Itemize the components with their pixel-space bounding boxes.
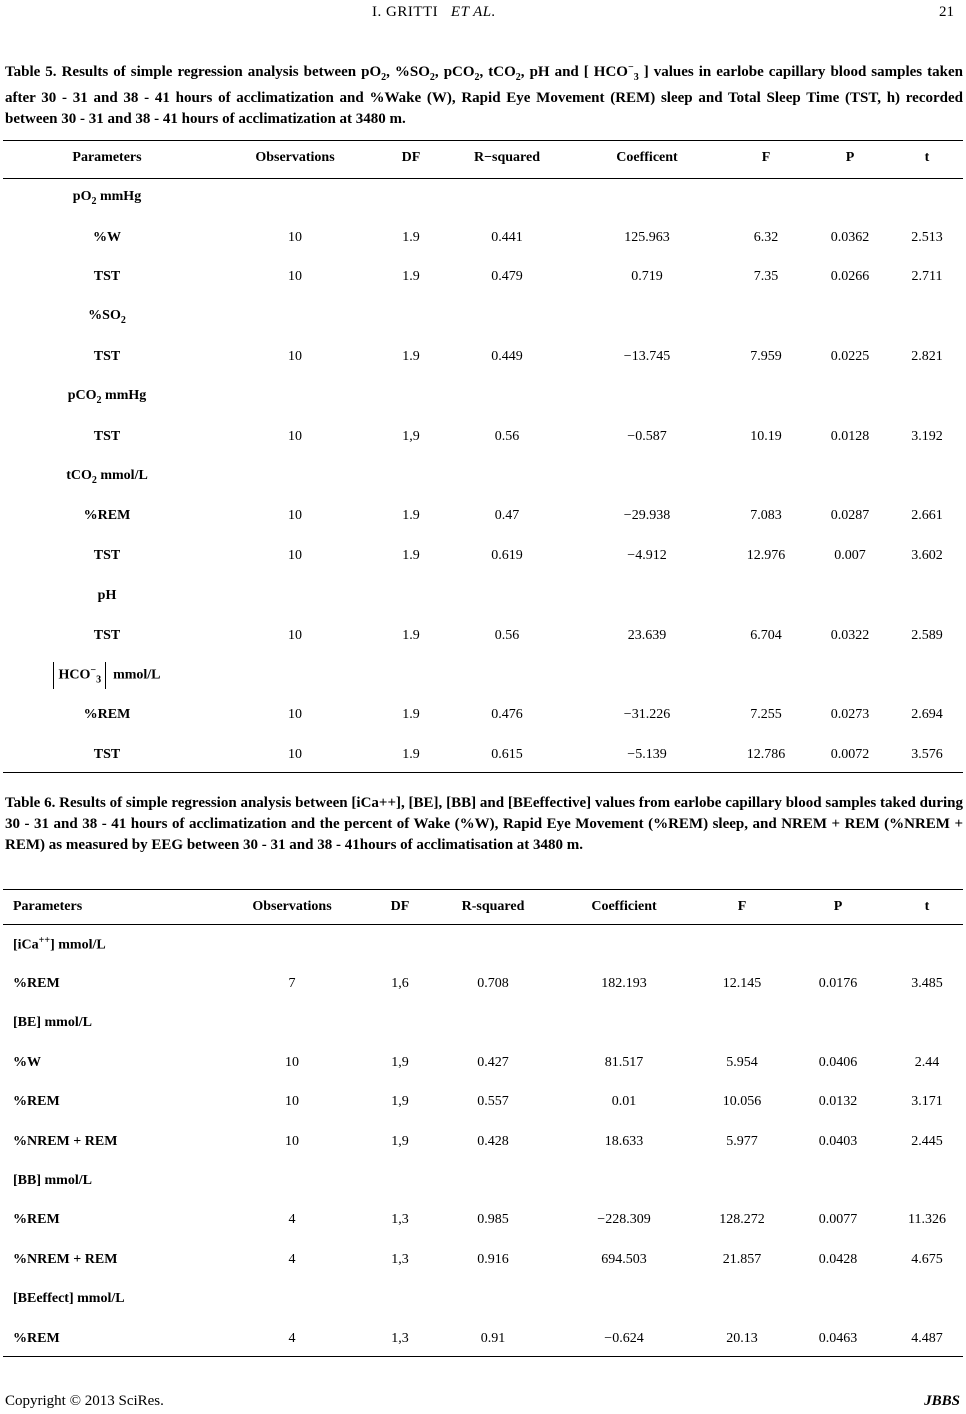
- col-header: P: [833, 899, 843, 914]
- table-cell: 6.32: [753, 229, 779, 245]
- table6-header-row: [3, 889, 963, 925]
- table-cell: 0.427: [477, 1054, 509, 1070]
- table-row: [3, 735, 963, 775]
- table-cell: −5.139: [627, 747, 667, 763]
- table-cell: −228.309: [597, 1212, 651, 1228]
- table-row: [3, 1083, 963, 1122]
- group-row-ica: [3, 925, 963, 964]
- table-cell: 12.976: [746, 548, 786, 564]
- table-cell: 3.602: [911, 548, 943, 564]
- table-cell: 4: [288, 1251, 296, 1267]
- table-cell: 694.503: [601, 1251, 647, 1267]
- copyright-text: Copyright © 2013 SciRes.: [5, 1393, 164, 1409]
- group-label: $HCO^-_3$ mmol/L: [3, 656, 211, 696]
- table-cell: 0.619: [491, 548, 523, 564]
- table-cell: 18.633: [604, 1133, 644, 1149]
- table-cell: 1,6: [391, 976, 409, 992]
- table-cell: 0.0463: [818, 1330, 858, 1346]
- group-label: pCO$_2$ mmHg: [67, 387, 147, 406]
- table-cell: 0.01: [611, 1094, 637, 1110]
- col-header: Coefficent: [616, 150, 678, 165]
- table-row: [3, 258, 963, 298]
- table-cell: 0.708: [477, 976, 509, 992]
- table-cell: 0.0273: [830, 707, 870, 723]
- table-cell: 0.0176: [818, 976, 858, 992]
- table-cell: 0.007: [834, 548, 866, 564]
- table-row: [3, 496, 963, 536]
- table-cell: 0.0406: [818, 1054, 858, 1070]
- table-cell: 0.0132: [818, 1094, 858, 1110]
- table-cell: 2.445: [911, 1133, 943, 1149]
- table-cell: 0.985: [477, 1212, 509, 1228]
- table-cell: 0.56: [494, 627, 520, 643]
- hco3-bracket: $HCO^-_3$: [53, 662, 106, 689]
- running-head: [0, 4, 966, 24]
- row-parameter: %NREM + REM: [13, 1133, 118, 1149]
- group-label: tCO$_2$ mmol/L: [66, 467, 148, 486]
- table-cell: 10: [288, 428, 302, 444]
- journal-name: JBBS: [924, 1393, 960, 1409]
- table-cell: 0.0403: [818, 1133, 858, 1149]
- table-cell: 4: [288, 1330, 296, 1346]
- table-cell: 128.272: [719, 1212, 765, 1228]
- row-parameter: TST: [93, 349, 121, 365]
- table-cell: 2.821: [911, 349, 943, 365]
- table-cell: 0.441: [491, 229, 523, 245]
- table-cell: 10: [288, 707, 302, 723]
- table-cell: 1.9: [402, 627, 420, 643]
- table-cell: 0.56: [494, 428, 520, 444]
- table5-caption: Table 5. Results of simple regression analysis between $pO_2$, $\%SO_2$, pCO$_2$, tCO$_2$, pH and [ $HCO^-_3$ ] values in earlobe capillary blood samples taken after 30 - 31 and 38 - 41 hours of acclimatization and %Wake (W), Rapid Eye Movement (REM) sleep and Total Sleep Time (TST, h) recorded between 30 - 31 and 38 - 41 hours of acclimatization at 3480 m.: [5, 62, 964, 127]
- col-header: F: [737, 899, 747, 914]
- table-cell: 6.704: [750, 627, 782, 643]
- table-cell: 12.145: [722, 976, 762, 992]
- table-cell: 10: [285, 1133, 299, 1149]
- table-cell: 4: [288, 1212, 296, 1228]
- group-label: [BB] mmol/L: [13, 1173, 92, 1189]
- table-cell: 0.449: [491, 349, 523, 365]
- row-parameter: %REM: [83, 508, 131, 524]
- table-cell: 10: [288, 508, 302, 524]
- table-cell: 0.0428: [818, 1251, 858, 1267]
- col-header: Observations: [255, 150, 335, 165]
- table-cell: 7.959: [750, 349, 782, 365]
- col-header: F: [761, 150, 771, 165]
- table-cell: −29.938: [623, 508, 671, 524]
- table-cell: 182.193: [601, 976, 647, 992]
- table-cell: 0.0225: [830, 349, 870, 365]
- table-cell: 10: [288, 747, 302, 763]
- page-number: 21: [939, 4, 954, 20]
- group-label: pH: [97, 587, 117, 603]
- table-row: [3, 964, 963, 1003]
- table-cell: 10.19: [750, 428, 782, 444]
- group-row-tco2: [3, 457, 963, 497]
- table-cell: 3.192: [911, 428, 943, 444]
- table-cell: 7.35: [753, 269, 779, 285]
- table-cell: −31.226: [623, 707, 671, 723]
- table-row: [3, 417, 963, 457]
- col-header: R−squared: [473, 150, 541, 165]
- table5: [3, 138, 963, 775]
- table-cell: 1.9: [402, 707, 420, 723]
- group-row-so2: [3, 297, 963, 337]
- table-cell: 20.13: [726, 1330, 758, 1346]
- table-cell: 5.954: [726, 1054, 758, 1070]
- table-cell: 2.589: [911, 627, 943, 643]
- group-label: $pO_2$ mmHg: [72, 189, 142, 207]
- et-al: ET AL.: [450, 4, 496, 20]
- table6: [3, 889, 963, 1358]
- col-header: Parameters: [13, 899, 83, 914]
- table-row: [3, 337, 963, 377]
- table-cell: 10.056: [722, 1094, 762, 1110]
- group-label: [BE] mmol/L: [13, 1015, 92, 1031]
- table6-caption: Table 6. Results of simple regression analysis between [iCa++], [BE], [BB] and [BEeffective] values from earlobe capillary blood samples taked during 30 - 31 and 38 - 41 hours of acclimatization and the percent of Wake (%W), Rapid Eye Movement (%REM) sleep, and NREM + REM (%NREM + REM) as measured by EEG between 30 - 31 and 38 - 41hours of acclimatisation at 3480 m.: [5, 795, 963, 853]
- table-cell: −0.624: [604, 1330, 644, 1346]
- table-cell: 0.0266: [830, 269, 870, 285]
- col-header: t: [924, 150, 930, 165]
- row-parameter: %REM: [83, 707, 131, 723]
- table-cell: 1,9: [402, 428, 420, 444]
- table-row: [3, 616, 963, 656]
- table-row: [3, 1240, 963, 1279]
- table-cell: 0.0287: [830, 508, 870, 524]
- table-cell: 12.786: [746, 747, 786, 763]
- row-parameter: %REM: [13, 1330, 60, 1346]
- table-cell: 7.083: [750, 508, 782, 524]
- table-cell: 3.485: [911, 976, 943, 992]
- table-cell: 0.91: [480, 1330, 506, 1346]
- table-cell: 1.9: [402, 229, 420, 245]
- page-footer: [5, 1393, 960, 1410]
- row-parameter: %W: [93, 229, 121, 245]
- row-parameter: TST: [93, 548, 121, 564]
- row-parameter: %REM: [13, 1212, 60, 1228]
- col-header: P: [845, 150, 855, 165]
- table5-header-row: [3, 138, 963, 178]
- table-cell: 1,3: [391, 1251, 409, 1267]
- table-cell: 1,9: [391, 1054, 409, 1070]
- table-cell: 0.428: [477, 1133, 509, 1149]
- table-row: [3, 218, 963, 258]
- table-cell: 7: [288, 976, 296, 992]
- table-cell: 0.557: [477, 1094, 509, 1110]
- table-cell: 2.513: [911, 229, 943, 245]
- table-cell: 1,3: [391, 1212, 409, 1228]
- col-header: DF: [390, 899, 410, 914]
- row-parameter: TST: [93, 747, 121, 763]
- table-cell: 2.44: [914, 1054, 940, 1070]
- row-parameter: TST: [93, 428, 121, 444]
- table-cell: 1.9: [402, 349, 420, 365]
- table-cell: −0.587: [627, 428, 667, 444]
- table-row: [3, 1122, 963, 1161]
- table-cell: 7.255: [750, 707, 782, 723]
- table-cell: 10: [288, 627, 302, 643]
- table-cell: −4.912: [627, 548, 667, 564]
- group-label: [iCa++] mmol/L: [13, 935, 106, 954]
- table-cell: 1.9: [402, 269, 420, 285]
- row-parameter: %W: [13, 1054, 41, 1070]
- table-cell: 5.977: [726, 1133, 758, 1149]
- table-cell: 0.0072: [830, 747, 870, 763]
- running-head-authors: [372, 4, 496, 21]
- table-cell: 0.0077: [818, 1212, 858, 1228]
- table-cell: 10: [285, 1094, 299, 1110]
- col-header: Observations: [252, 899, 332, 914]
- table-cell: 0.47: [494, 508, 520, 524]
- table-row: [3, 1201, 963, 1240]
- table-cell: 0.615: [491, 747, 523, 763]
- table-row: [3, 1043, 963, 1082]
- group-row-be: [3, 1004, 963, 1043]
- table-row: [3, 695, 963, 735]
- group-row-bb: [3, 1161, 963, 1200]
- table-cell: 1,9: [391, 1094, 409, 1110]
- col-header: R-squared: [461, 899, 525, 914]
- table-cell: 125.963: [624, 229, 670, 245]
- table-cell: 0.916: [477, 1251, 509, 1267]
- group-row-beeffect: [3, 1280, 963, 1319]
- table-cell: 1,9: [391, 1133, 409, 1149]
- row-parameter: %NREM + REM: [13, 1251, 118, 1267]
- table-cell: 0.0128: [830, 428, 870, 444]
- row-parameter: TST: [93, 627, 121, 643]
- col-header: DF: [401, 150, 421, 165]
- table-cell: 23.639: [627, 627, 667, 643]
- table-cell: 0.0362: [830, 229, 870, 245]
- table-cell: 21.857: [722, 1251, 762, 1267]
- table-cell: 0.0322: [830, 627, 870, 643]
- table-cell: 1.9: [402, 508, 420, 524]
- table-cell: 10: [288, 349, 302, 365]
- table-row: [3, 536, 963, 576]
- table-cell: 0.476: [491, 707, 523, 723]
- table-cell: 3.171: [911, 1094, 943, 1110]
- group-row-pco2: [3, 377, 963, 417]
- author-name: I. GRITTI: [372, 4, 439, 20]
- table-cell: −13.745: [623, 349, 671, 365]
- table-cell: 10: [288, 548, 302, 564]
- table-cell: 2.711: [911, 269, 943, 285]
- group-label: $\%SO_2$: [88, 308, 126, 327]
- table-cell: 2.661: [911, 508, 943, 524]
- group-label: [BEeffect] mmol/L: [13, 1291, 125, 1307]
- table-cell: 0.719: [631, 269, 663, 285]
- table-cell: 10: [288, 229, 302, 245]
- table-cell: 3.576: [911, 747, 943, 763]
- col-header: Parameters: [72, 150, 142, 165]
- table-cell: 4.487: [911, 1330, 943, 1346]
- table-cell: 1.9: [402, 747, 420, 763]
- table-cell: 10: [285, 1054, 299, 1070]
- table-cell: 0.479: [491, 269, 523, 285]
- group-row-hco3: [3, 656, 963, 696]
- table-cell: 4.675: [911, 1251, 943, 1267]
- table-cell: 2.694: [911, 707, 943, 723]
- table-cell: 1.9: [402, 548, 420, 564]
- col-header: Coefficient: [591, 899, 657, 914]
- table-cell: 81.517: [604, 1054, 644, 1070]
- row-parameter: TST: [93, 269, 121, 285]
- table-row: [3, 1319, 963, 1358]
- table-cell: 11.326: [908, 1212, 946, 1228]
- table-cell: 1,3: [391, 1330, 409, 1346]
- group-row-ph: [3, 576, 963, 616]
- row-parameter: %REM: [13, 976, 60, 992]
- group-row-po2: [3, 178, 963, 218]
- col-header: t: [924, 899, 930, 914]
- table-cell: 10: [288, 269, 302, 285]
- row-parameter: %REM: [13, 1094, 60, 1110]
